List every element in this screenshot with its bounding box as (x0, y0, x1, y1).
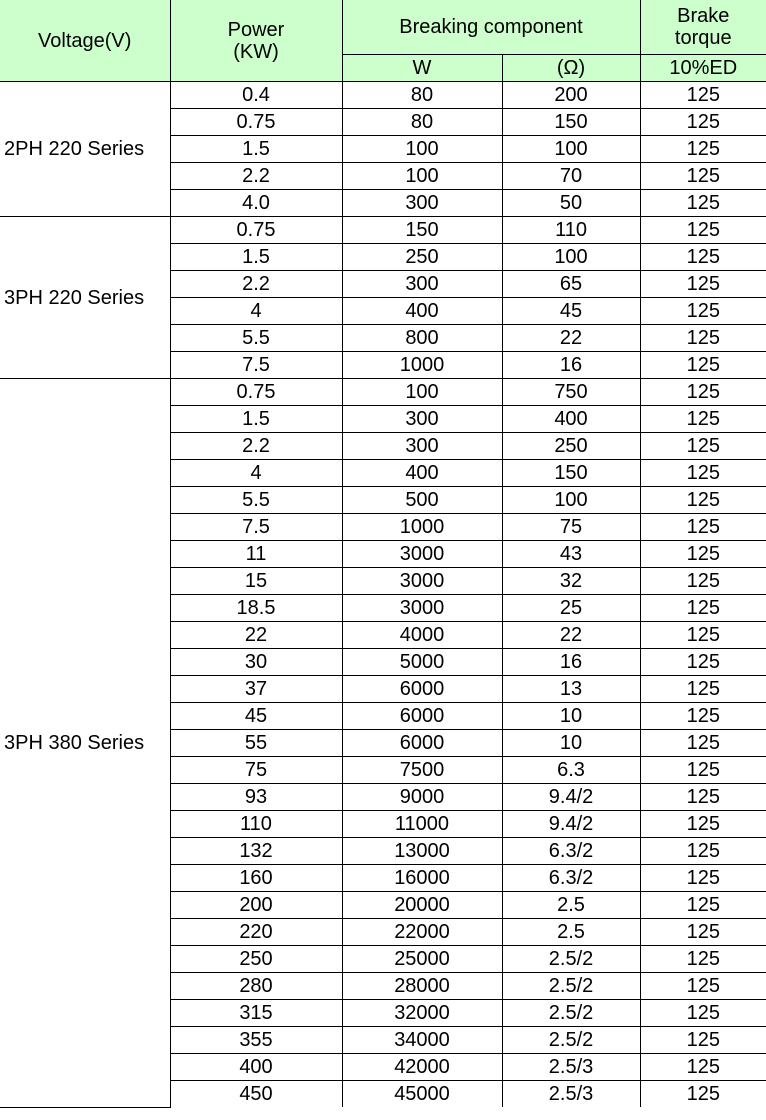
power-cell: 75 (170, 757, 342, 784)
header-power-line2: (KW) (233, 40, 279, 63)
ohms-cell: 9.4/2 (502, 811, 640, 838)
power-cell: 1.5 (170, 136, 342, 163)
power-cell: 280 (170, 973, 342, 1000)
torque-cell: 125 (640, 217, 766, 244)
header-torque-line2: torque (674, 27, 732, 49)
watts-cell: 6000 (342, 676, 502, 703)
watts-cell: 3000 (342, 541, 502, 568)
watts-cell: 400 (342, 298, 502, 325)
watts-cell: 1000 (342, 514, 502, 541)
power-cell: 7.5 (170, 352, 342, 379)
torque-cell: 125 (640, 163, 766, 190)
ohms-cell: 75 (502, 514, 640, 541)
power-cell: 15 (170, 568, 342, 595)
power-cell: 1.5 (170, 406, 342, 433)
watts-cell: 13000 (342, 838, 502, 865)
watts-cell: 250 (342, 244, 502, 271)
power-cell: 250 (170, 946, 342, 973)
watts-cell: 3000 (342, 568, 502, 595)
torque-cell: 125 (640, 919, 766, 946)
table-row (0, 82, 766, 109)
torque-cell: 125 (640, 1081, 766, 1108)
ohms-cell: 32 (502, 568, 640, 595)
torque-cell: 125 (640, 649, 766, 676)
torque-cell: 125 (640, 892, 766, 919)
torque-cell: 125 (640, 136, 766, 163)
watts-cell: 300 (342, 190, 502, 217)
torque-cell: 125 (640, 568, 766, 595)
watts-cell: 7500 (342, 757, 502, 784)
power-cell: 45 (170, 703, 342, 730)
ohms-cell: 22 (502, 325, 640, 352)
watts-cell: 22000 (342, 919, 502, 946)
power-cell: 11 (170, 541, 342, 568)
ohms-cell: 100 (502, 244, 640, 271)
torque-cell: 125 (640, 82, 766, 109)
power-cell: 160 (170, 865, 342, 892)
header-voltage: Voltage(V) (0, 0, 170, 82)
ohms-cell: 2.5/2 (502, 1027, 640, 1054)
watts-cell: 3000 (342, 595, 502, 622)
power-cell: 2.2 (170, 271, 342, 298)
power-cell: 220 (170, 919, 342, 946)
header-power (170, 0, 342, 82)
power-cell: 30 (170, 649, 342, 676)
header-breaking-component: Breaking component (342, 0, 640, 55)
torque-cell: 125 (640, 406, 766, 433)
power-cell: 4 (170, 298, 342, 325)
ohms-cell: 22 (502, 622, 640, 649)
ohms-cell: 9.4/2 (502, 784, 640, 811)
power-cell: 0.4 (170, 82, 342, 109)
ohms-cell: 50 (502, 190, 640, 217)
ohms-cell: 16 (502, 649, 640, 676)
ohms-cell: 110 (502, 217, 640, 244)
watts-cell: 28000 (342, 973, 502, 1000)
header-watts: W (342, 55, 502, 82)
watts-cell: 42000 (342, 1054, 502, 1081)
watts-cell: 150 (342, 217, 502, 244)
ohms-cell: 45 (502, 298, 640, 325)
power-cell: 2.2 (170, 163, 342, 190)
ohms-cell: 10 (502, 730, 640, 757)
watts-cell: 6000 (342, 703, 502, 730)
power-cell: 110 (170, 811, 342, 838)
header-brake-torque (640, 0, 766, 55)
ohms-cell: 2.5/3 (502, 1081, 640, 1108)
watts-cell: 100 (342, 163, 502, 190)
torque-cell: 125 (640, 838, 766, 865)
power-cell: 315 (170, 1000, 342, 1027)
torque-cell: 125 (640, 973, 766, 1000)
watts-cell: 1000 (342, 352, 502, 379)
series-label: 3PH 220 Series (0, 217, 170, 379)
ohms-cell: 70 (502, 163, 640, 190)
torque-cell: 125 (640, 946, 766, 973)
torque-cell: 125 (640, 379, 766, 406)
torque-cell: 125 (640, 784, 766, 811)
ohms-cell: 6.3/2 (502, 865, 640, 892)
power-cell: 132 (170, 838, 342, 865)
watts-cell: 500 (342, 487, 502, 514)
torque-cell: 125 (640, 433, 766, 460)
ohms-cell: 13 (502, 676, 640, 703)
series-label: 2PH 220 Series (0, 82, 170, 217)
torque-cell: 125 (640, 811, 766, 838)
watts-cell: 5000 (342, 649, 502, 676)
header-10ed: 10%ED (640, 55, 766, 82)
ohms-cell: 43 (502, 541, 640, 568)
torque-cell: 125 (640, 325, 766, 352)
torque-cell: 125 (640, 1000, 766, 1027)
watts-cell: 300 (342, 271, 502, 298)
ohms-cell: 400 (502, 406, 640, 433)
power-cell: 355 (170, 1027, 342, 1054)
ohms-cell: 100 (502, 487, 640, 514)
power-cell: 5.5 (170, 325, 342, 352)
watts-cell: 80 (342, 82, 502, 109)
watts-cell: 800 (342, 325, 502, 352)
ohms-cell: 6.3 (502, 757, 640, 784)
power-cell: 2.2 (170, 433, 342, 460)
ohms-cell: 200 (502, 82, 640, 109)
torque-cell: 125 (640, 757, 766, 784)
table-row (0, 217, 766, 244)
watts-cell: 9000 (342, 784, 502, 811)
ohms-cell: 2.5/2 (502, 973, 640, 1000)
ohms-cell: 150 (502, 460, 640, 487)
table-body (0, 82, 766, 1108)
watts-cell: 100 (342, 136, 502, 163)
watts-cell: 300 (342, 406, 502, 433)
power-cell: 200 (170, 892, 342, 919)
watts-cell: 4000 (342, 622, 502, 649)
torque-cell: 125 (640, 514, 766, 541)
torque-cell: 125 (640, 676, 766, 703)
watts-cell: 16000 (342, 865, 502, 892)
power-cell: 4 (170, 460, 342, 487)
header-torque-line1: Brake (677, 5, 730, 27)
torque-cell: 125 (640, 298, 766, 325)
torque-cell: 125 (640, 1027, 766, 1054)
power-cell: 0.75 (170, 379, 342, 406)
watts-cell: 45000 (342, 1081, 502, 1108)
watts-cell: 100 (342, 379, 502, 406)
ohms-cell: 2.5 (502, 892, 640, 919)
torque-cell: 125 (640, 244, 766, 271)
torque-cell: 125 (640, 622, 766, 649)
watts-cell: 80 (342, 109, 502, 136)
power-cell: 0.75 (170, 109, 342, 136)
header-ohms: (Ω) (502, 55, 640, 82)
series-label: 3PH 380 Series (0, 379, 170, 1108)
table-header (0, 0, 766, 82)
power-cell: 1.5 (170, 244, 342, 271)
watts-cell: 20000 (342, 892, 502, 919)
watts-cell: 32000 (342, 1000, 502, 1027)
torque-cell: 125 (640, 190, 766, 217)
power-cell: 55 (170, 730, 342, 757)
ohms-cell: 2.5/2 (502, 1000, 640, 1027)
power-cell: 4.0 (170, 190, 342, 217)
power-cell: 93 (170, 784, 342, 811)
power-cell: 37 (170, 676, 342, 703)
watts-cell: 11000 (342, 811, 502, 838)
power-cell: 5.5 (170, 487, 342, 514)
watts-cell: 34000 (342, 1027, 502, 1054)
watts-cell: 25000 (342, 946, 502, 973)
torque-cell: 125 (640, 541, 766, 568)
ohms-cell: 2.5/3 (502, 1054, 640, 1081)
ohms-cell: 6.3/2 (502, 838, 640, 865)
torque-cell: 125 (640, 487, 766, 514)
torque-cell: 125 (640, 352, 766, 379)
torque-cell: 125 (640, 109, 766, 136)
power-cell: 450 (170, 1081, 342, 1108)
torque-cell: 125 (640, 595, 766, 622)
ohms-cell: 65 (502, 271, 640, 298)
torque-cell: 125 (640, 703, 766, 730)
ohms-cell: 150 (502, 109, 640, 136)
watts-cell: 300 (342, 433, 502, 460)
torque-cell: 125 (640, 730, 766, 757)
ohms-cell: 100 (502, 136, 640, 163)
ohms-cell: 250 (502, 433, 640, 460)
ohms-cell: 10 (502, 703, 640, 730)
ohms-cell: 2.5 (502, 919, 640, 946)
torque-cell: 125 (640, 271, 766, 298)
torque-cell: 125 (640, 1054, 766, 1081)
torque-cell: 125 (640, 865, 766, 892)
watts-cell: 6000 (342, 730, 502, 757)
power-cell: 7.5 (170, 514, 342, 541)
header-power-line1: Power (227, 18, 285, 41)
power-cell: 18.5 (170, 595, 342, 622)
watts-cell: 400 (342, 460, 502, 487)
power-cell: 400 (170, 1054, 342, 1081)
ohms-cell: 750 (502, 379, 640, 406)
ohms-cell: 25 (502, 595, 640, 622)
ohms-cell: 2.5/2 (502, 946, 640, 973)
ohms-cell: 16 (502, 352, 640, 379)
power-cell: 22 (170, 622, 342, 649)
table-row (0, 379, 766, 406)
power-cell: 0.75 (170, 217, 342, 244)
torque-cell: 125 (640, 460, 766, 487)
